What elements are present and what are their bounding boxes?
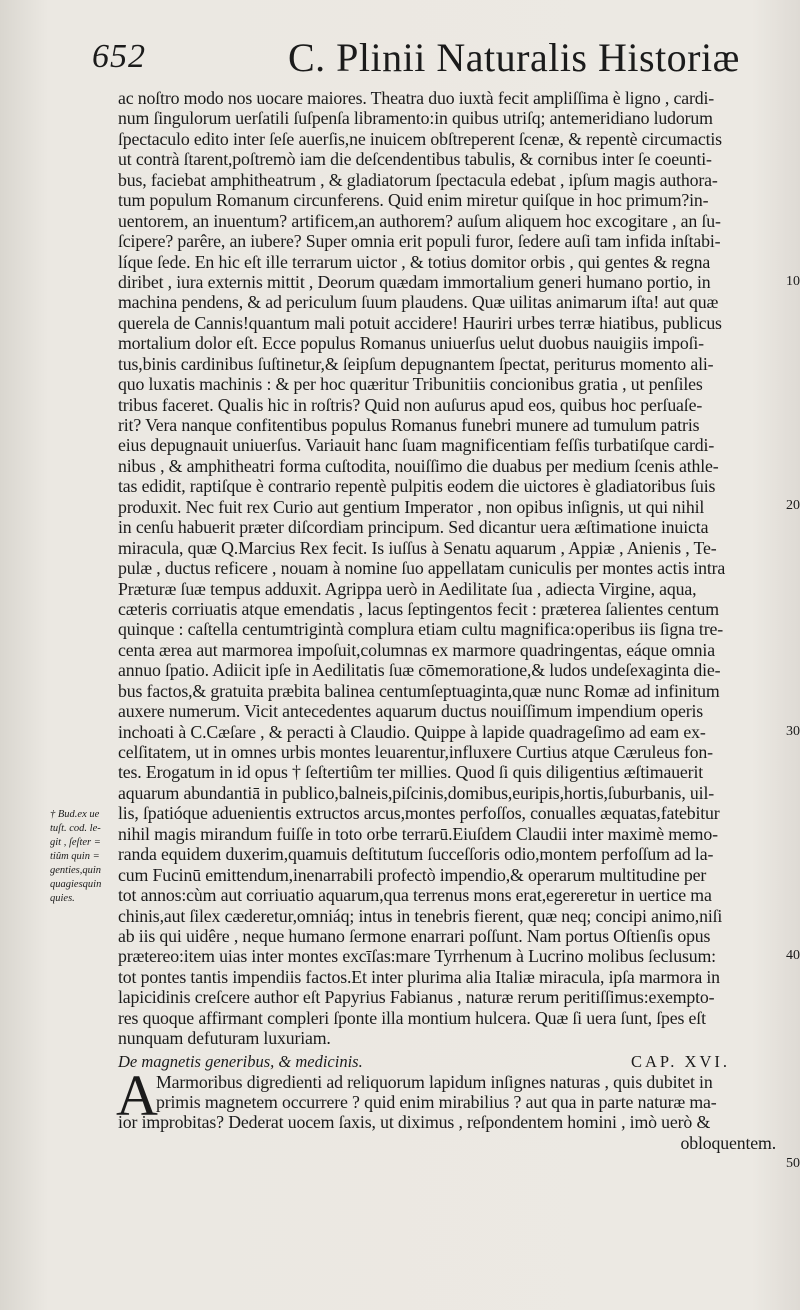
body-text: [116, 88, 800, 1171]
text-line: randa equidem duxerim,quamuis deſtitutum ſucceſſoris odio,montem perfoſſum ad la-: [118, 844, 714, 865]
text-line: líque ſede. En hic eſt ille terrarum uictor , & totius domitor orbis , qui gentes & regna: [118, 251, 711, 272]
text-line: quinque : caſtella centumtrigintà complura etiam cultu magnifica:operibus iis ſigna tre-: [118, 619, 723, 640]
text-line: ſcipere? parêre, an iubere? Super omnia erit populi furor, ſedere auſi tam infida inſtabi-: [118, 231, 721, 252]
side-note-line: quagiesquin: [50, 879, 102, 890]
text-line: ſpectaculo edito inter ſeſe auerſis,ne inuicem obſtreperent ſcenæ, & repentè circumactis: [118, 128, 722, 149]
side-note-line: tiûm quin =: [50, 851, 100, 862]
text-line: lapicidinis creſcere author eſt Papyrius Fabianus , naturæ rerum peritiſſimus:exempto-: [118, 987, 715, 1008]
text-line: obloquentem.: [680, 1132, 776, 1153]
text-line: celſitatem, ut in omnes urbis montes leuarentur,influxere Curtius atque Cæruleus fon-: [118, 742, 713, 762]
side-note-line: git , ſeſter =: [50, 837, 101, 848]
text-line: ut contrà ſtarent,poſtremò iam die deſcendentibus tabulis, & cornibus inter ſe coeunti-: [118, 149, 712, 170]
running-head: C. Plinii Naturalis Historiæ: [288, 35, 740, 80]
drop-cap: A: [116, 1062, 158, 1128]
text-line: primis magnetem occurrere ? quid enim mirabilius ? aut qua in parte naturæ ma-: [156, 1092, 717, 1112]
text-line: centa ærea aut marmorea impoſuit,columnas ex marmore quadringentas, eáque omnia: [118, 639, 715, 660]
text-line: in cenſu habuerit præter diſcordiam principum. Sed dicantur uera æſtimatione inuicta: [118, 517, 709, 538]
text-line: rit? Vera nanque confitentibus populus Romanus funebri munere ad tumulum patris: [118, 415, 700, 435]
text-line: res quoque affirmant compleri ſponte illa montium hulcera. Quæ ſi uera ſunt, ſpes eſt: [118, 1007, 706, 1028]
text-line: auxere numerum. Vicit antecedentes aquarum ductus nouiſſimum impendium operis: [118, 701, 704, 722]
text-line: tes. Erogatum in id opus † ſeſtertiûm ter millies. Quod ſi quis diligentius æſtimauerit: [118, 762, 704, 783]
chapter-title: De magnetis generibus, & medicinis.: [118, 1051, 363, 1071]
text-line: cum Fucinū emittendum,inenarrabili profectò impendio,& operarum multitudine per: [118, 864, 707, 885]
text-line: lis, ſpatióque aduenientis extructos arcus,montes perfoſſos, conualles æquatas,fatebitur: [118, 803, 720, 824]
text-line: uentorem, an inuentum? artificem,an authorem? auſum aliquem hoc excogitare , an ſu-: [118, 210, 721, 231]
text-line: aquarum abundantiā in publico,balneis,piſcinis,domibus,euripis,hortis,ſuburbanis, uil-: [118, 782, 715, 803]
text-line: nibus , & amphitheatri forma cuſtodita, nouiſſimo die duabus per medium ſcenis athle-: [118, 455, 719, 476]
line-number-50: 50: [786, 1156, 800, 1171]
text-line: eius depugnauit uniuerſus. Variauit hanc ſuam magnificentiam feſſis turbatiſque cardi-: [118, 435, 715, 456]
text-line: tot pontes tantis impendiis factos.Et inter plurima alia Italiæ miracula, ipſa marmora in: [118, 966, 720, 987]
text-line: quo luxatis machinis : & per hoc quæritur Tribunitiis concionibus gratia , ut penſiles: [118, 374, 703, 395]
text-line: num ſingulorum uerſatili ſuſpenſa libramento:in quibus utriſq; antemeridiano ludorum: [118, 108, 713, 129]
text-line: tot annos:cùm aut corriuatio aquarum,qua terrenus mons erat,egereretur in uertice ma: [118, 885, 712, 906]
text-line: tus,binis cardinibus ſuſtinetur,& ſeipſum depugnantem ſpectat, periturus momento ali-: [118, 353, 714, 374]
text-line: prætereo:item uias inter montes excīſas:mare Tyrrhenum à Lucrino molibus ſeclusum:: [118, 946, 716, 967]
text-line: inchoati à C.Cæſare , & peracti à Claudio. Quippe à lapide quadrageſimo ad eam ex-: [118, 721, 706, 742]
text-line: miracula, quæ Q.Marcius Rex fecit. Is iuſſus à Senatu aquarum , Appiæ , Anienis , Te-: [118, 537, 717, 558]
line-number-30: 30: [786, 724, 800, 739]
chapter-paragraph: [116, 1062, 782, 1154]
side-note: [50, 808, 120, 906]
text-line: annuo ſpatio. Adiicit ipſe in Aedilitatis ſuæ cōmemoratione,& ludos undeſexaginta die-: [118, 660, 721, 681]
text-line: cæteris corriuatis atque emendatis , lacus ſeptingentos fecit : præterea ſalientes centum: [118, 598, 719, 619]
text-line: nihil magis mirandum fuiſſe in toto orbe terrarū.Eiuſdem Claudii inter maximè memo-: [118, 823, 718, 844]
main-paragraph: [118, 88, 782, 1049]
text-line: machina pendens, & ad periculum ſuum plaudens. Quæ uilitas animarum iſta! aut quæ: [118, 292, 719, 313]
side-note-line: † Bud.ex ue: [50, 809, 100, 820]
text-line: nunquam defuturam luxuriam.: [118, 1028, 331, 1049]
text-line: mortalium dolor eſt. Ecce populus Romanus uniuerſus uelut duobus nauigiis impoſi-: [118, 333, 704, 354]
text-line: Præturæ ſuæ tempus adduxit. Agrippa uerò in Aedilitate ſua , adiecta Virgine, aqua,: [118, 578, 697, 599]
side-note-line: genties,quin: [50, 865, 102, 876]
text-line: ab iis qui uidêre , neque humano ſermone enarrari poſſunt. Nam portus Oſtienſis opus: [118, 925, 711, 946]
text-line: tum populum Romanum circunferens. Quid enim miretur quiſque in hoc primum?in-: [118, 190, 709, 211]
text-line: tribus faceret. Qualis hic in roſtris? Quid non auſurus apud eos, quibus hoc perſuaſe-: [118, 394, 703, 415]
text-line: bus, faciebat amphitheatrum , & gladiatorum ſpectacula edebat , ipſum magis authora-: [118, 169, 718, 190]
chapter-heading: [118, 1052, 782, 1072]
text-line: pulæ , ductus reficere , nouam à nomine ſuo appellatam cuniculis per montes actis intra: [118, 558, 726, 579]
side-note-line: tuſt. cod. le-: [50, 823, 101, 834]
chapter-number: CAP. XVI.: [631, 1051, 730, 1071]
page-number: 652: [92, 38, 146, 75]
text-line: bus factos,& gratuita præbita balinea centumſeptuaginta,quæ nunc Romæ ad infinitum: [118, 680, 720, 701]
text-line: diribet , iura externis mittit , Deorum quædam immortalium generi humano portio, in: [118, 271, 711, 292]
line-number-40: 40: [786, 948, 800, 963]
text-line: tas edidit, raptiſque è contrario repentè pulpitis eodem die uictores è gladiatoribus ſuis: [118, 476, 716, 497]
text-line: querela de Cannis!quantum mali potuit accidere! Hauriri urbes terræ hiatibus, publicus: [118, 312, 722, 333]
text-line: produxit. Nec fuit rex Curio aut gentium Imperator , non opibus inſignis, ut qui nihil: [118, 496, 705, 517]
line-number-20: 20: [786, 498, 800, 513]
text-line: ac noſtro modo nos uocare maiores. Theatra duo iuxtà fecit ampliſſima è ligno , cardi-: [118, 88, 715, 108]
side-note-line: quies.: [50, 893, 75, 904]
text-line: ior improbitas? Dederat uocem ſaxis, ut diximus , reſpondentem homini , imò uerò &: [118, 1112, 711, 1133]
text-line: Marmoribus digredienti ad reliquorum lapidum inſignes naturas , quis dubitet in: [156, 1071, 713, 1092]
text-line: chinis,aut ſilex cæderetur,omniáq; intus in tenebris fierent, quæ neq; concipi animo,niſi: [118, 905, 723, 926]
line-number-10: 10: [786, 274, 800, 289]
